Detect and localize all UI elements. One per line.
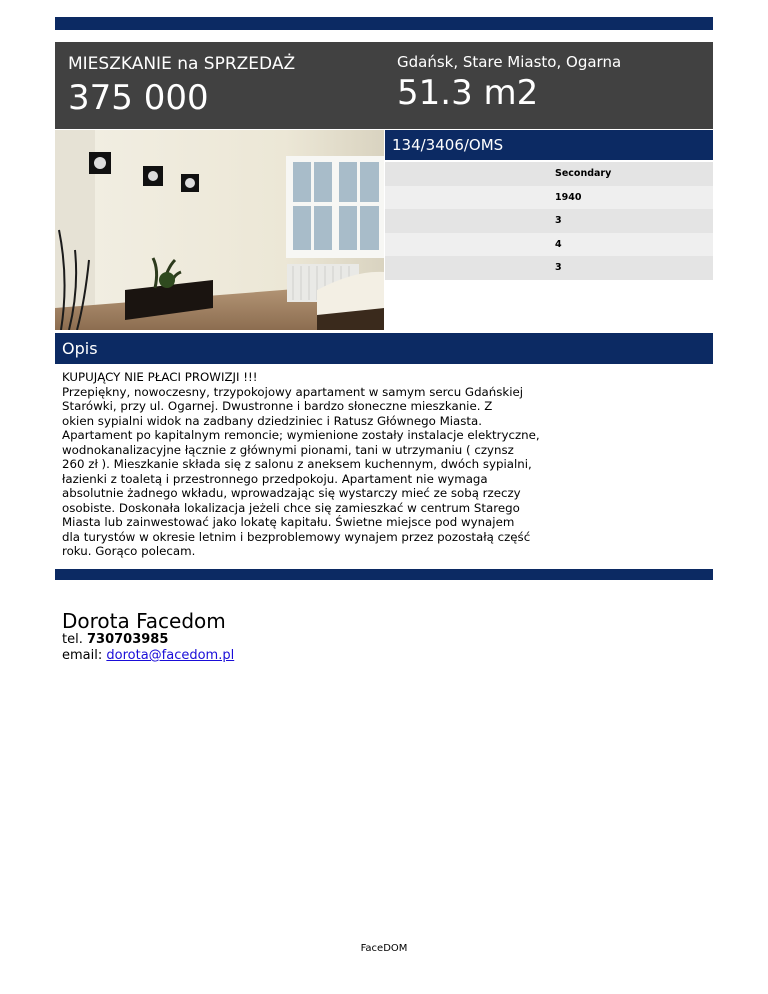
description-header [55, 333, 713, 364]
agent-contact [62, 610, 234, 664]
listing-area: 51.3 m2 [397, 73, 539, 113]
description-title: Opis [62, 339, 98, 358]
detail-row [385, 256, 713, 280]
agent-email-line [62, 648, 234, 664]
header-right [397, 53, 621, 113]
listing-header [55, 42, 713, 129]
detail-row [385, 209, 713, 233]
listing-price: 375 000 [68, 78, 209, 118]
agent-name: Dorota Facedom [62, 609, 226, 633]
detail-year: 1940 [555, 191, 582, 203]
header-left [68, 54, 295, 118]
listing-location: Gdańsk, Stare Miasto, Ogarna [397, 53, 622, 71]
top-decor-bar [55, 17, 713, 30]
email-label: email: [62, 648, 103, 663]
reference-number: 134/3406/OMS [392, 136, 504, 154]
detail-market: Secondary [555, 168, 612, 179]
detail-floors-total: 3 [555, 262, 562, 273]
description-text: KUPUJĄCY NIE PŁACI PROWIZJI !!! Przepiękny, nowoczesny, trzypokojowy apartament w samym sercu Gdańskiej Starówki, przy ul. Ogarnej. Dwustronne i bardzo słoneczne mieszkanie. Z okien sypialni widok na zadbany dziedziniec i Ratusz Głównego Miasta. Apartament po kapitalnym remoncie; wymienione zostały instalacje elektryczne, wodnokanalizacyjne łącznie z głównymi pionami, tani w utrzymaniu ( czynsz 260 zł ). Mieszkanie składa się z salonu z aneksem kuchennym, dwóch sypialni, łazienki z toaletą i przestronnego przedpokoju. Apartament nie wymaga absolutnie żadnego wkładu, wprowadzając się wystarczy mieć ze sobą rzeczy osobiste. Doskonała lokalizacja jeżeli chce się zamieszkać w centrum Starego Miasta lub zainwestować jako lokatę kapitału. Świetne miejsce pod wynajem dla turystów w okresie letnim i bezproblemowy wynajem przez pozostałą część roku. Gorąco polecam. [62, 370, 540, 558]
detail-rooms: 3 [555, 215, 562, 226]
agent-email-link[interactable]: dorota@facedom.pl [106, 648, 235, 663]
phone-label: tel. [62, 632, 83, 647]
listing-type: MIESZKANIE na SPRZEDAŻ [68, 54, 296, 74]
detail-row [385, 233, 713, 257]
agent-phone: 730703985 [86, 632, 169, 647]
reference-bar [385, 130, 713, 160]
apartment-photo [55, 130, 384, 330]
footer-brand: FaceDOM [360, 943, 408, 954]
detail-floor: 4 [555, 238, 562, 250]
agent-phone-line [62, 632, 234, 648]
bottom-decor-bar [55, 569, 713, 580]
details-table [385, 162, 713, 280]
detail-row [385, 162, 713, 186]
detail-row [385, 186, 713, 210]
